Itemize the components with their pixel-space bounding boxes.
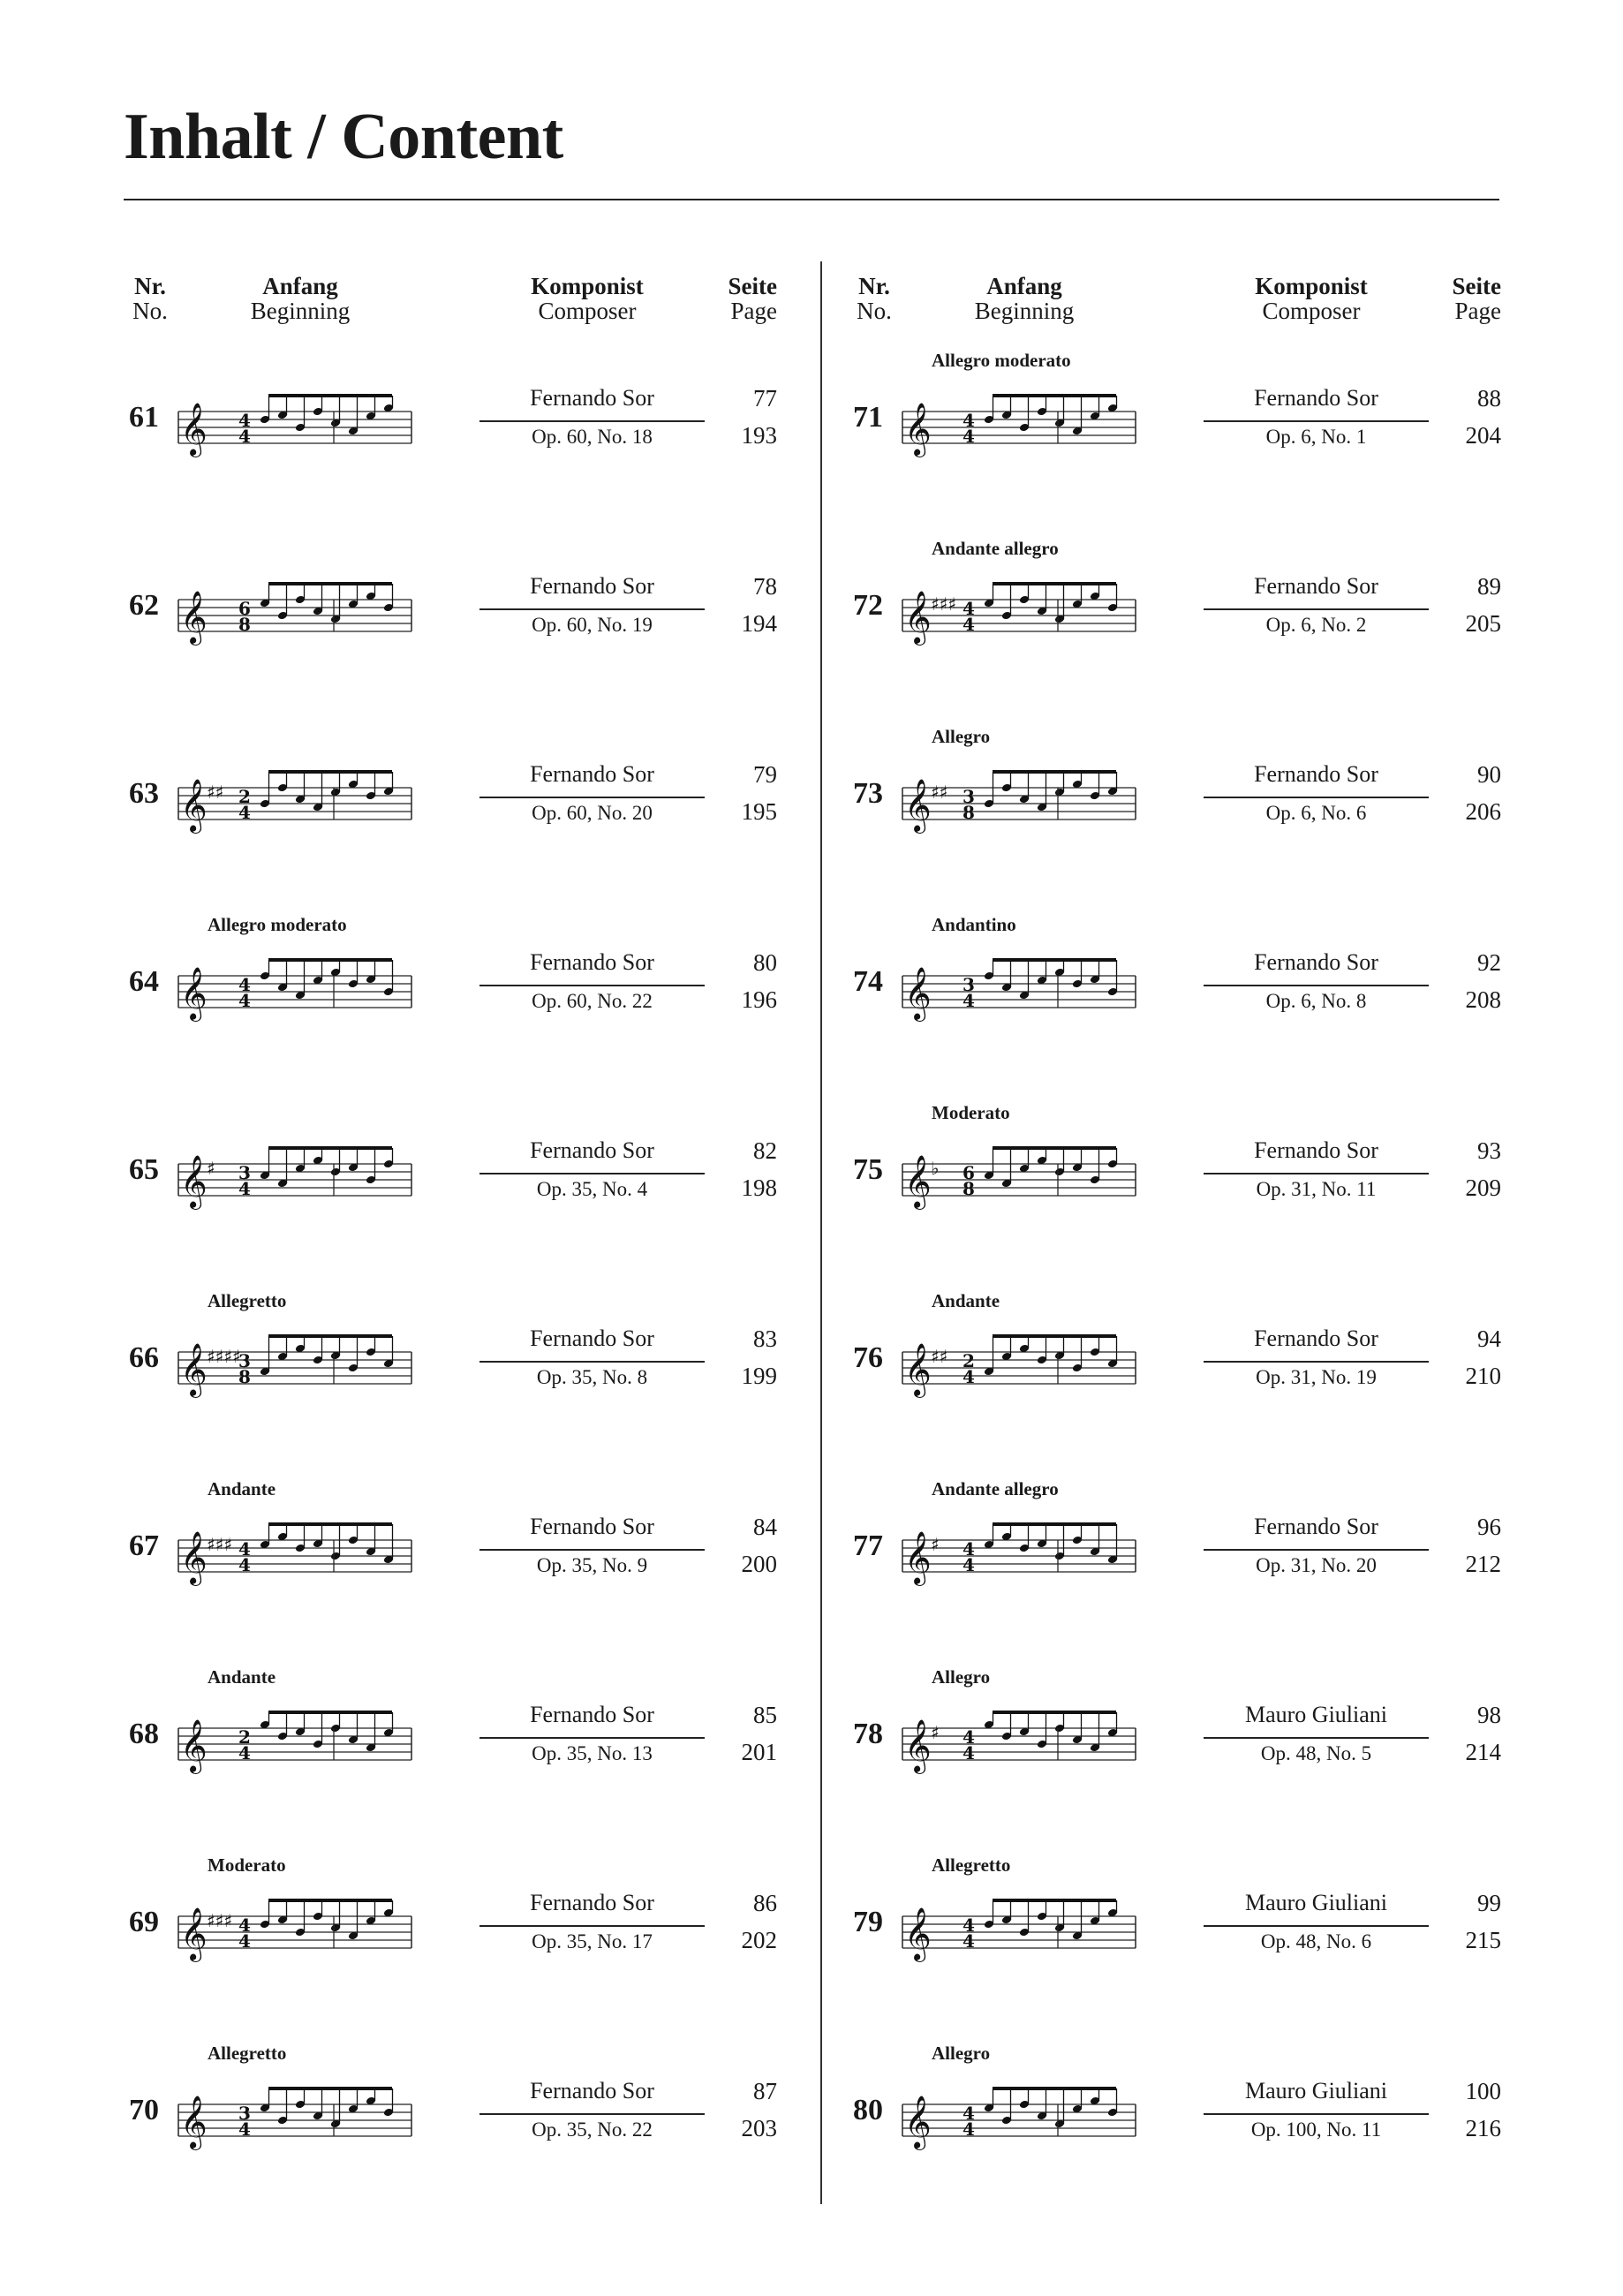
header-beginning-en: Beginning [974,298,1075,324]
time-signature-top: 3 [962,786,975,807]
time-signature-bottom: 4 [238,1930,251,1952]
time-signature-top: 4 [962,598,975,619]
incipit-staff [901,1505,1139,1602]
key-signature: ♭ [931,1158,940,1179]
header-number-en: No. [132,298,168,324]
header-page-de: Seite [1452,273,1501,299]
composer-name: Fernando Sor [1254,385,1378,411]
composer-name: Fernando Sor [1254,1137,1378,1163]
entry-rule [1204,608,1429,610]
entry-rule [1204,985,1429,986]
treble-clef-icon: 𝄞 [904,1343,932,1396]
entry-number: 78 [853,1718,883,1750]
time-signature-top: 4 [962,1726,975,1748]
header-beginning-en: Beginning [250,298,351,324]
incipit-staff [901,2069,1139,2166]
composer-name: Fernando Sor [1254,949,1378,975]
key-signature: ♯♯♯ [931,593,957,615]
opus-number: Op. 100, No. 11 [1250,2119,1382,2141]
time-signature-top: 4 [962,2103,975,2124]
entry-list-right [848,344,1501,2225]
entry-rule [1204,420,1429,422]
page-number: 90 [1477,761,1501,788]
opus-number: Op. 6, No. 8 [1265,990,1367,1012]
toc-entry [124,2037,777,2225]
treble-clef-icon: 𝄞 [904,967,932,1020]
toc-entry [848,1661,1501,1849]
entry-number: 63 [129,777,159,810]
toc-entry [124,721,777,909]
treble-clef-icon: 𝄞 [904,591,932,644]
tempo-marking: Moderato [932,1102,1010,1123]
page-number: 98 [1477,1702,1501,1728]
key-signature: ♯ [931,1534,940,1555]
header-page-en: Page [730,298,777,324]
page-number-alt: 193 [741,422,777,449]
time-signature-top: 4 [962,410,975,431]
time-signature-top: 4 [238,1538,251,1560]
page-number-alt: 201 [741,1739,777,1765]
time-signature-bottom: 8 [238,614,251,635]
entry-rule [1204,1737,1429,1739]
time-signature-bottom: 4 [962,1930,975,1952]
header-number-de: Nr. [858,273,890,299]
composer-name: Fernando Sor [530,1890,654,1915]
header-composer-en: Composer [1262,298,1361,324]
time-signature-bottom: 4 [962,614,975,635]
toc-entry [848,2037,1501,2225]
composer-name: Mauro Giuliani [1244,2078,1388,2103]
entry-number: 74 [853,965,883,998]
treble-clef-icon: 𝄞 [180,967,208,1020]
opus-number: Op. 31, No. 20 [1256,1554,1377,1576]
opus-number: Op. 6, No. 2 [1265,614,1367,636]
composer-name: Fernando Sor [530,1137,654,1163]
page-number: 79 [753,761,777,788]
entry-rule [1204,797,1429,798]
time-signature-top: 4 [238,1915,251,1936]
page-number: 92 [1477,949,1501,976]
treble-clef-icon: 𝄞 [904,779,932,832]
entry-rule [1204,1361,1429,1363]
header-page [711,274,777,323]
incipit-staff [177,1129,415,1226]
time-signature-bottom: 4 [962,990,975,1011]
composer-name: Fernando Sor [1254,1514,1378,1539]
header-beginning-de: Anfang [262,273,338,299]
entry-rule [1204,1925,1429,1927]
incipit-staff [177,1693,415,1790]
time-signature-bottom: 4 [962,1554,975,1575]
time-signature-bottom: 8 [238,1366,251,1387]
entry-rule [479,420,705,422]
toc-entry [124,1473,777,1661]
toc-entry [124,1285,777,1473]
treble-clef-icon: 𝄞 [180,1343,208,1396]
header-beginning [230,274,371,323]
page-number-alt: 204 [1465,422,1501,449]
treble-clef-icon: 𝄞 [904,1907,932,1960]
incipit-staff [177,2069,415,2166]
page-number-alt: 210 [1465,1363,1501,1389]
treble-clef-icon: 𝄞 [180,1907,208,1960]
composer-name: Mauro Giuliani [1244,1890,1388,1915]
opus-number: Op. 35, No. 22 [532,2119,653,2141]
time-signature-bottom: 4 [238,1178,251,1199]
tempo-marking: Allegro [932,726,991,747]
entry-rule [479,2113,705,2115]
time-signature-top: 3 [962,974,975,995]
time-signature-bottom: 4 [238,1554,251,1575]
entry-rule [479,1361,705,1363]
entry-number: 79 [853,1906,883,1938]
treble-clef-icon: 𝄞 [904,403,932,456]
time-signature-bottom: 4 [962,426,975,447]
entry-rule [479,1549,705,1551]
page-number: 89 [1477,573,1501,600]
page-number-alt: 196 [741,986,777,1013]
tempo-marking: Andantino [932,914,1016,935]
page-title: Inhalt / Content [124,101,563,173]
time-signature-top: 2 [238,786,251,807]
page-number-alt: 209 [1465,1174,1501,1201]
page-number-alt: 206 [1465,798,1501,825]
opus-number: Op. 35, No. 4 [536,1178,648,1200]
time-signature-bottom: 4 [962,1366,975,1387]
page-number-alt: 199 [741,1363,777,1389]
composer-name: Fernando Sor [530,2078,654,2103]
tempo-marking: Moderato [208,1854,286,1876]
page-number: 85 [753,1702,777,1728]
entry-rule [479,1173,705,1174]
entry-number: 68 [129,1718,159,1750]
composer-name: Fernando Sor [1254,1325,1378,1351]
entry-number: 62 [129,589,159,622]
incipit-staff [177,1317,415,1414]
tempo-marking: Andante [208,1666,276,1688]
toc-entry [124,909,777,1097]
entry-number: 75 [853,1153,883,1186]
treble-clef-icon: 𝄞 [180,403,208,456]
page-number-alt: 202 [741,1927,777,1953]
page-number: 77 [753,385,777,412]
treble-clef-icon: 𝄞 [180,591,208,644]
composer-name: Fernando Sor [1254,761,1378,787]
header-number [848,274,901,323]
entry-rule [1204,2113,1429,2115]
page-number: 80 [753,949,777,976]
page-number: 94 [1477,1325,1501,1352]
column-header [124,274,777,344]
toc-entry [848,1097,1501,1285]
toc-entry [124,532,777,721]
time-signature-bottom: 4 [238,2119,251,2140]
toc-entry [848,532,1501,721]
time-signature-top: 2 [962,1350,975,1371]
key-signature: ♯♯ [931,1346,948,1367]
treble-clef-icon: 𝄞 [904,1155,932,1208]
column-divider [820,261,822,2204]
time-signature-bottom: 4 [962,1742,975,1764]
page-number-alt: 200 [741,1551,777,1577]
time-signature-top: 3 [238,1162,251,1183]
entry-number: 66 [129,1341,159,1374]
opus-number: Op. 60, No. 22 [532,990,653,1012]
opus-number: Op. 6, No. 6 [1265,802,1367,824]
page-number-alt: 203 [741,2115,777,2141]
time-signature-bottom: 4 [962,2119,975,2140]
opus-number: Op. 31, No. 19 [1256,1366,1377,1388]
time-signature-top: 4 [238,974,251,995]
key-signature: ♯♯ [931,782,948,803]
tempo-marking: Andante [932,1290,1000,1311]
tempo-marking: Allegro moderato [208,914,347,935]
opus-number: Op. 35, No. 8 [536,1366,648,1388]
incipit-staff [901,1693,1139,1790]
page-number-alt: 194 [741,610,777,637]
incipit-staff [177,564,415,661]
incipit-staff [901,1317,1139,1414]
incipit-staff [177,1881,415,1978]
time-signature-top: 3 [238,2103,251,2124]
tempo-marking: Allegretto [932,1854,1011,1876]
composer-name: Fernando Sor [530,1702,654,1727]
page-number: 86 [753,1890,777,1916]
header-beginning [954,274,1095,323]
opus-number: Op. 48, No. 5 [1260,1742,1372,1764]
key-signature: ♯♯♯♯ [207,1346,241,1367]
treble-clef-icon: 𝄞 [180,1531,208,1584]
opus-number: Op. 6, No. 1 [1265,426,1367,448]
incipit-staff [901,940,1139,1038]
treble-clef-icon: 𝄞 [180,2096,208,2149]
entry-number: 64 [129,965,159,998]
time-signature-top: 4 [962,1915,975,1936]
toc-entry [848,1849,1501,2037]
entry-number: 73 [853,777,883,810]
incipit-staff [901,1129,1139,1226]
entry-number: 67 [129,1529,159,1562]
key-signature: ♯♯ [207,782,224,803]
page-number: 93 [1477,1137,1501,1164]
composer-name: Fernando Sor [1254,573,1378,599]
composer-name: Fernando Sor [530,1325,654,1351]
opus-number: Op. 60, No. 20 [532,802,653,824]
header-composer [1227,274,1395,323]
opus-number: Op. 48, No. 6 [1260,1930,1372,1952]
page-number-alt: 215 [1465,1927,1501,1953]
opus-number: Op. 31, No. 11 [1256,1178,1377,1200]
column-header [848,274,1501,344]
time-signature-top: 3 [238,1350,251,1371]
header-composer-de: Komponist [1255,273,1368,299]
entry-number: 61 [129,401,159,434]
opus-number: Op. 35, No. 9 [536,1554,648,1576]
tempo-marking: Allegro [932,1666,991,1688]
entry-number: 71 [853,401,883,434]
toc-entry [124,1097,777,1285]
composer-name: Mauro Giuliani [1244,1702,1388,1727]
page-number: 78 [753,573,777,600]
treble-clef-icon: 𝄞 [904,1531,932,1584]
entry-rule [479,1737,705,1739]
header-page [1435,274,1501,323]
time-signature-bottom: 4 [238,990,251,1011]
toc-entry [848,1473,1501,1661]
incipit-staff [177,752,415,850]
entry-number: 72 [853,589,883,622]
toc-entry [848,909,1501,1097]
entry-rule [479,985,705,986]
composer-name: Fernando Sor [530,573,654,599]
tempo-marking: Allegretto [208,1290,287,1311]
time-signature-bottom: 8 [962,802,975,823]
left-column [124,274,777,2225]
entry-number: 65 [129,1153,159,1186]
treble-clef-icon: 𝄞 [180,1155,208,1208]
composer-name: Fernando Sor [530,1514,654,1539]
key-signature: ♯ [931,1722,940,1743]
right-column [848,274,1501,2225]
entry-rule [1204,1173,1429,1174]
toc-entry [124,344,777,532]
page-number: 100 [1465,2078,1501,2104]
incipit-staff [901,376,1139,473]
opus-number: Op. 35, No. 13 [532,1742,653,1764]
tempo-marking: Allegro [932,2043,991,2064]
page-number-alt: 208 [1465,986,1501,1013]
entry-number: 76 [853,1341,883,1374]
incipit-staff [901,564,1139,661]
treble-clef-icon: 𝄞 [180,1719,208,1772]
time-signature-bottom: 4 [238,426,251,447]
time-signature-bottom: 4 [238,802,251,823]
incipit-staff [901,1881,1139,1978]
page-number-alt: 212 [1465,1551,1501,1577]
toc-entry [848,721,1501,909]
header-number [124,274,177,323]
entry-rule [479,608,705,610]
incipit-staff [901,752,1139,850]
time-signature-top: 2 [238,1726,251,1748]
header-page-en: Page [1454,298,1501,324]
header-composer [503,274,671,323]
time-signature-top: 6 [238,598,251,619]
treble-clef-icon: 𝄞 [904,1719,932,1772]
incipit-staff [177,1505,415,1602]
opus-number: Op. 35, No. 17 [532,1930,653,1952]
page-number-alt: 214 [1465,1739,1501,1765]
key-signature: ♯♯♯ [207,1534,233,1555]
tempo-marking: Andante allegro [932,538,1059,559]
time-signature-top: 4 [962,1538,975,1560]
entry-rule [479,797,705,798]
page-number: 83 [753,1325,777,1352]
composer-name: Fernando Sor [530,761,654,787]
toc-entry [848,1285,1501,1473]
entry-list-left [124,344,777,2225]
header-number-en: No. [857,298,892,324]
time-signature-bottom: 8 [962,1178,975,1199]
header-number-de: Nr. [134,273,166,299]
entry-rule [479,1925,705,1927]
header-composer-de: Komponist [531,273,644,299]
toc-entry [124,1849,777,2037]
page-number-alt: 205 [1465,610,1501,637]
tempo-marking: Allegretto [208,2043,287,2064]
time-signature-top: 4 [238,410,251,431]
composer-name: Fernando Sor [530,385,654,411]
time-signature-top: 6 [962,1162,975,1183]
page-number: 87 [753,2078,777,2104]
incipit-staff [177,940,415,1038]
key-signature: ♯♯♯ [207,1910,233,1931]
opus-number: Op. 60, No. 18 [532,426,653,448]
incipit-staff [177,376,415,473]
treble-clef-icon: 𝄞 [180,779,208,832]
entry-rule [1204,1549,1429,1551]
time-signature-bottom: 4 [238,1742,251,1764]
header-page-de: Seite [728,273,777,299]
title-rule [124,199,1499,200]
entry-number: 69 [129,1906,159,1938]
header-composer-en: Composer [538,298,637,324]
entry-number: 70 [129,2094,159,2126]
tempo-marking: Andante allegro [932,1478,1059,1499]
treble-clef-icon: 𝄞 [904,2096,932,2149]
page-number: 84 [753,1514,777,1540]
page-number-alt: 195 [741,798,777,825]
page-number: 96 [1477,1514,1501,1540]
opus-number: Op. 60, No. 19 [532,614,653,636]
page-number: 99 [1477,1890,1501,1916]
toc-entry [124,1661,777,1849]
tempo-marking: Andante [208,1478,276,1499]
header-beginning-de: Anfang [986,273,1062,299]
entry-number: 77 [853,1529,883,1562]
page-number-alt: 198 [741,1174,777,1201]
key-signature: ♯ [207,1158,215,1179]
page-number-alt: 216 [1465,2115,1501,2141]
toc-entry [848,344,1501,532]
composer-name: Fernando Sor [530,949,654,975]
page-number: 82 [753,1137,777,1164]
entry-number: 80 [853,2094,883,2126]
page-number: 88 [1477,385,1501,412]
tempo-marking: Allegro moderato [932,350,1071,371]
